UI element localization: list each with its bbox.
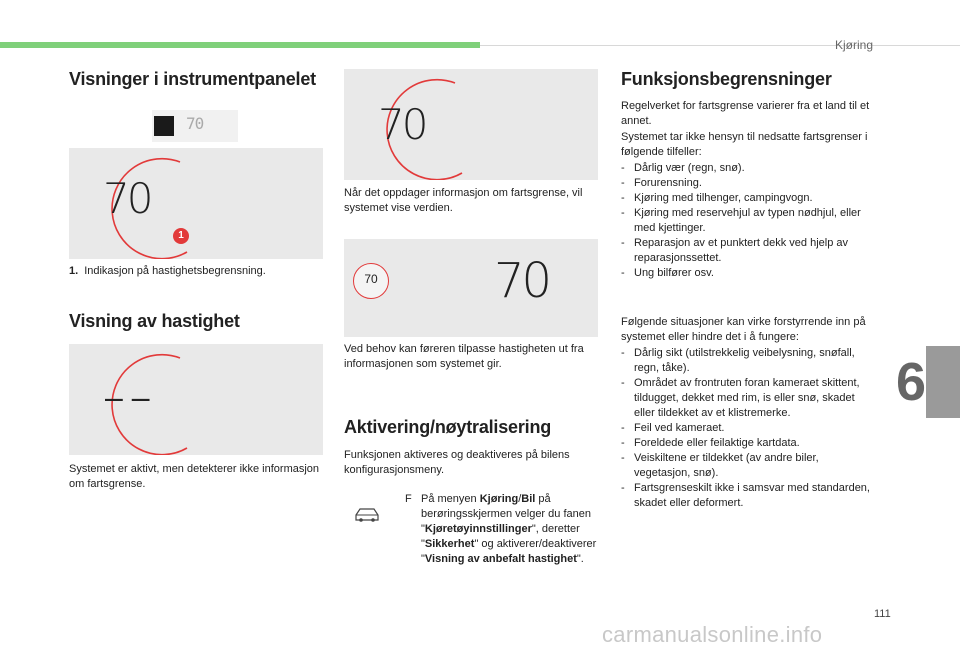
chapter-title: Kjøring [834,38,873,52]
list-disturbances [621,346,877,511]
instr-b3: Kjøretøyinnstillinger [424,523,532,535]
header-divider [480,45,960,46]
list-item: - Feil ved kameraet. [621,422,725,434]
list-item: - Forurensning. [621,177,702,189]
para-system-active: Systemet er aktivt, men detekterer ikke informasjon om fartsgrense. [69,463,320,490]
list-item: - Kjøring med tilhenger, campingvogn. [621,192,813,204]
instr-b2: Bil [521,493,536,505]
instr-b5: Visning av anbefalt hastighet [424,553,577,565]
list-item: - Fartsgrenseskilt ikke i samsvar med standarden, skadet eller deformert. [621,482,870,509]
speed-limit-gauge-panel [69,148,323,259]
instr-t1: På menyen [421,493,480,505]
list-item: - Ung bilfører osv. [621,267,714,279]
car-icon [352,505,382,525]
small-speed-sign [353,263,389,299]
figure-caption [69,264,329,279]
gauge-value: 70 [103,174,151,223]
instr-t4: ", deretter " [421,523,580,550]
watermark: carmanualsonline.info [602,622,823,647]
instr-t3: på berøringsskjermen velger du fanen " [421,493,591,535]
heading-activation: Aktivering/nøytralisering [344,417,552,437]
large-speed-value: 70 [494,253,550,309]
header-accent-bar [0,42,480,48]
caption-text: Indikasjon på hastighetsbegrensning. [84,265,266,277]
chapter-tab [926,346,960,418]
instr-t2: / [518,493,522,505]
small-display-value: 70 [186,114,204,133]
instr-b4: Sikkerhet [424,538,475,550]
instr-t6: ". [576,553,584,565]
callout-marker: 1 [173,228,189,244]
para-disturbances: Følgende situasjoner kan virke forstyrrende inn på systemet eller hindre det i å fungere: [621,316,866,343]
chapter-number: 6 [896,352,927,412]
adjust-speed-panel [344,239,598,337]
detected-gauge-value: 70 [378,100,426,149]
instruction-bullet: F [405,493,412,505]
list-item: - Dårlig vær (regn, snø). [621,162,745,174]
list-reduced-limits [621,161,877,281]
para-intro: Regelverket for fartsgrense varierer fra et land til et annet. [621,100,870,127]
detected-gauge-panel [344,69,598,180]
list-item: - Området av frontruten foran kameraet skittent, tildugget, dekket med rim, is eller snø, skadet eller tildekket av et klistremerke. [621,377,860,419]
list-item: - Foreldede eller feilaktige kartdata. [621,437,800,449]
caption-number: 1. [69,265,79,277]
heading-instrument-displays: Visninger i instrumentpanelet [69,69,316,89]
list-item: - Kjøring med reservehjul av typen nødhjul, eller med kjettinger. [621,207,861,234]
para-adjust-speed: Ved behov kan føreren tilpasse hastigheten ut fra informasjonen som systemet gir. [344,343,584,370]
heading-limitations: Funksjonsbegrensninger [621,69,832,89]
para-detected: Når det oppdager informasjon om fartsgrense, vil systemet vise verdien. [344,187,583,214]
instr-t5: " og aktiverer/deaktiverer " [421,538,597,565]
list-item: - Dårlig sikt (utilstrekkelig veibelysning, snøfall, regn, tåke). [621,347,855,374]
small-speed-display [152,110,238,142]
list-item: - Reparasjon av et punktert dekk ved hjelp av reparasjonssettet. [621,237,849,264]
para-intro2: Systemet tar ikke hensyn til nedsatte fartsgrenser i følgende tilfeller: [621,131,868,158]
instr-b1: Kjøring [479,493,519,505]
instruction-text [421,492,597,567]
list-item: - Veiskiltene er tildekket (av andre biler, vegetasjon, snø). [621,452,819,479]
para-activation: Funksjonen aktiveres og deaktiveres på bilens konfigurasjonsmeny. [344,449,570,476]
small-speed-value: 70 [364,272,378,286]
inactive-gauge-panel [69,344,323,455]
page-number: 111 [874,608,891,620]
heading-speed-display: Visning av hastighet [69,311,240,331]
dash-display: – – [105,379,150,415]
black-square [154,116,174,136]
